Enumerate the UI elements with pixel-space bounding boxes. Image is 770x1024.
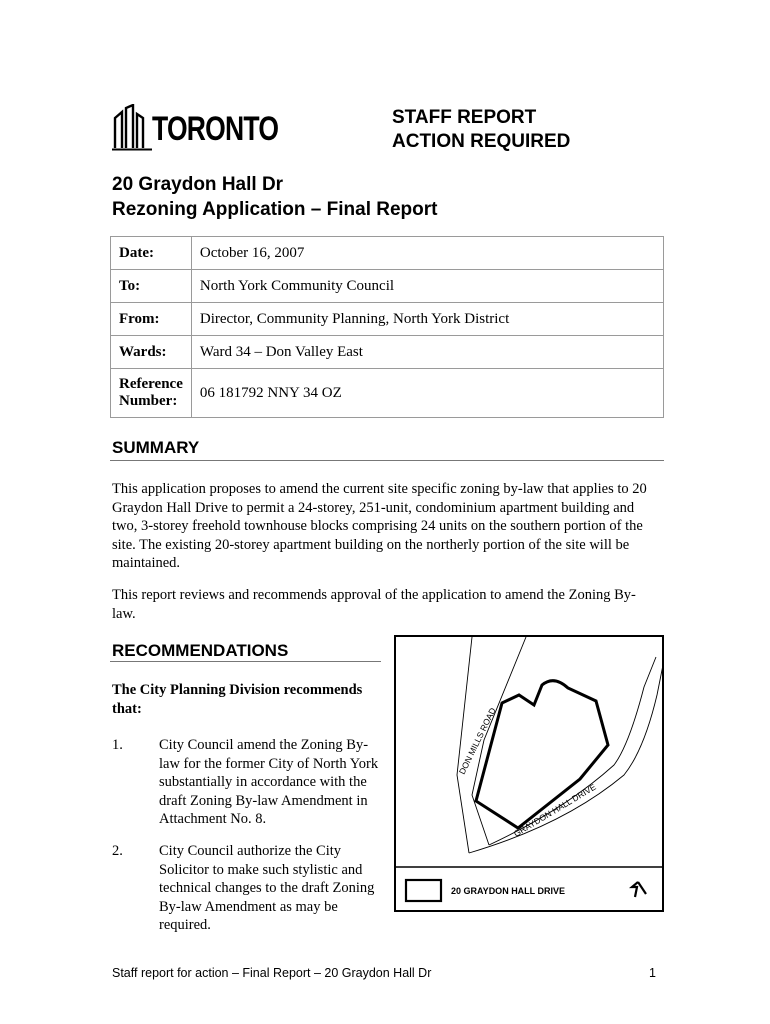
reference-label-line2: Number: — [119, 393, 178, 409]
recommendation-2-text: City Council authorize the City Solicitor to make such stylistic and technical changes to the draft Zoning By-law Amendment as may be required. — [159, 843, 375, 933]
graydon-hall-drive-label: GRAYDON HALL DRIVE — [511, 781, 598, 839]
summary-paragraph-1: This application proposes to amend the current site specific zoning by-law that applies to 20 Graydon Hall Drive to permit a 24-storey, 251-unit, condominium apartment building and two, 3-storey freehold townhouse blocks comprising 24 units on the southern portion of the site. The existing 20-storey apartment building on the northerly portion of the site will be maintained. — [112, 481, 647, 571]
meta-row-from — [111, 303, 664, 336]
summary-heading: SUMMARY — [112, 438, 200, 457]
title-line2: Rezoning Application – Final Report — [112, 199, 438, 220]
footer-text: Staff report for action – Final Report – 20 Graydon Hall Dr — [112, 966, 432, 980]
meta-row-to — [111, 270, 664, 303]
to-label: To: — [111, 270, 192, 303]
report-type-line1: STAFF REPORT — [392, 107, 537, 128]
report-meta-table — [110, 236, 664, 418]
location-map — [394, 635, 664, 912]
recommendations-divider — [110, 661, 381, 662]
recommendation-2-number: 2. — [112, 843, 123, 859]
to-value: North York Community Council — [191, 270, 663, 303]
logo-wordmark: TORONTO — [152, 110, 279, 148]
title-line1: 20 Graydon Hall Dr — [112, 174, 284, 195]
recommendations-heading: RECOMMENDATIONS — [112, 641, 289, 660]
recommendations-intro: The City Planning Division recommends that: — [112, 682, 363, 717]
from-label: From: — [111, 303, 192, 336]
meta-row-wards — [111, 336, 664, 369]
date-label: Date: — [111, 237, 192, 270]
meta-row-reference — [111, 369, 664, 418]
don-mills-road-label: DON MILLS ROAD — [456, 706, 498, 776]
reference-label — [111, 369, 192, 418]
legend-site-swatch — [406, 880, 441, 901]
report-type-line2: ACTION REQUIRED — [392, 131, 571, 152]
wards-label: Wards: — [111, 336, 192, 369]
from-value: Director, Community Planning, North York District — [191, 303, 663, 336]
reference-value: 06 181792 NNY 34 OZ — [191, 369, 663, 418]
date-value: October 16, 2007 — [191, 237, 663, 270]
reference-label-line1: Reference — [119, 376, 183, 392]
report-type — [392, 106, 570, 154]
meta-row-date — [111, 237, 664, 270]
legend-label: 20 GRAYDON HALL DRIVE — [451, 886, 566, 896]
summary-paragraph-2: This report reviews and recommends approval of the application to amend the Zoning By-law. — [112, 587, 636, 622]
recommendation-1-text: City Council amend the Zoning By-law for the former City of North York substantially in accordance with the draft Zoning By-law Amendment in Attachment No. 8. — [159, 737, 379, 827]
recommendation-1-number: 1. — [112, 737, 123, 753]
page-title — [112, 172, 437, 222]
summary-divider — [110, 460, 664, 461]
wards-value: Ward 34 – Don Valley East — [191, 336, 663, 369]
page-number: 1 — [649, 966, 656, 980]
map-frame — [395, 636, 663, 911]
